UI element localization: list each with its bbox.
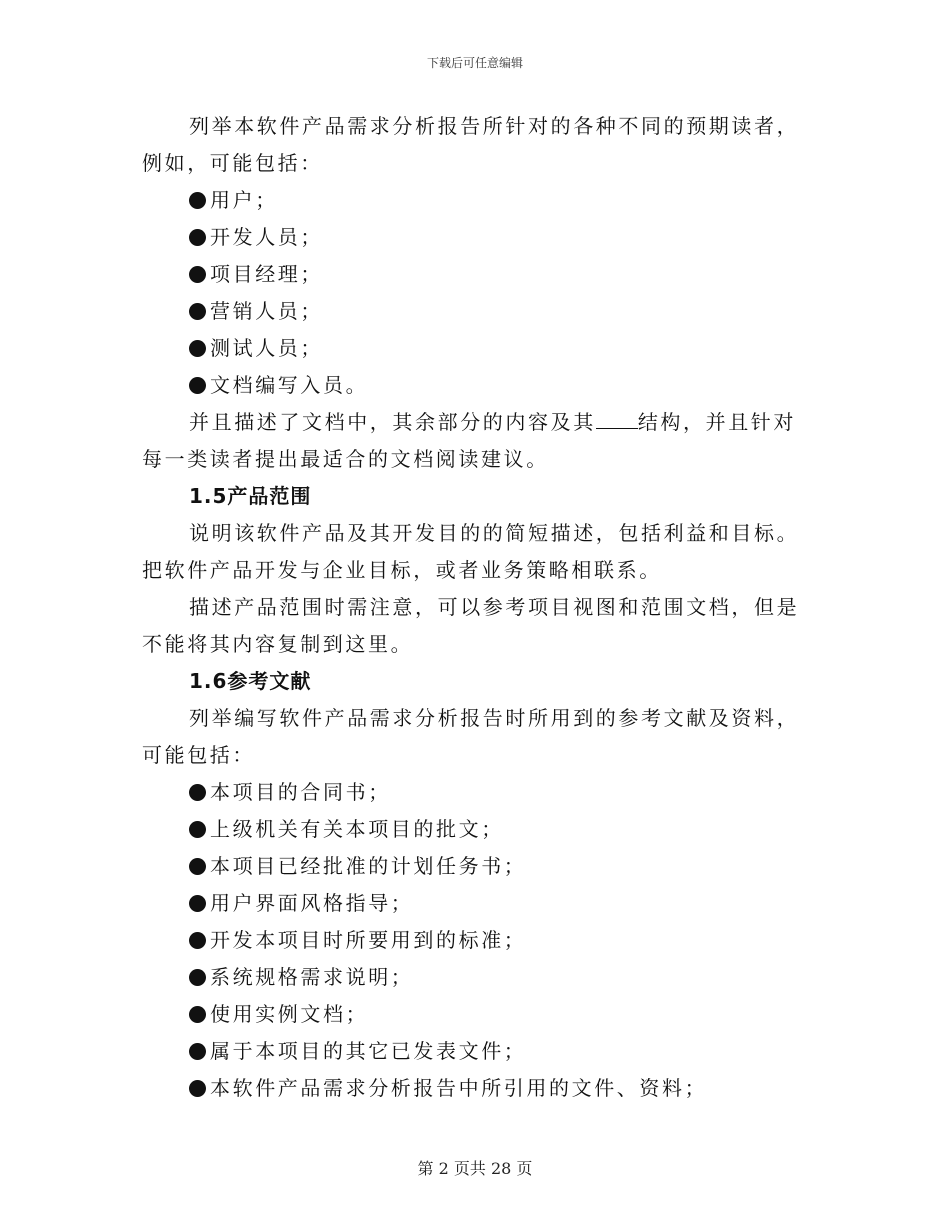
bullet-dot-icon [189,932,206,949]
bullet-dot-icon [189,377,206,394]
list-item: 文档编写入员。 [142,367,810,404]
header-note: 下载后可任意编辑 [426,56,523,70]
list-item: 用户界面风格指导； [142,885,810,922]
bullet-dot-icon [189,303,206,320]
bullet-dot-icon [189,229,206,246]
page-number: 第 2 页共 28 页 [417,1159,533,1178]
list-item: 用户； [142,182,810,219]
bullet-dot-icon [189,1080,206,1097]
section-heading-references: 1.6参考文献 [189,669,312,693]
list-item: 系统规格需求说明； [142,959,810,996]
bullet-dot-icon [189,821,206,838]
list-item: 上级机关有关本项目的批文； [142,811,810,848]
scope-paragraph-1: 说明该软件产品及其开发目的的简短描述，包括利益和目标。把软件产品开发与企业目标，或者业务策略相联系。 [142,521,800,582]
section-heading-product-scope: 1.5产品范围 [189,484,312,508]
bullet-dot-icon [189,1006,206,1023]
bullet-dot-icon [189,340,206,357]
list-item: 开发本项目时所要用到的标准； [142,922,810,959]
list-item: 属于本项目的其它已发表文件； [142,1033,810,1070]
bullet-dot-icon [189,858,206,875]
structure-paragraph: 并且描述了文档中，其余部分的内容及其 结构，并且针对每一类读者提出最适合的文档阅读建议。 [142,410,797,471]
list-item: 项目经理； [142,256,810,293]
scope-paragraph-2: 描述产品范围时需注意，可以参考项目视图和范围文档，但是不能将其内容复制到这里。 [142,595,800,656]
list-item: 本项目已经批准的计划任务书； [142,848,810,885]
list-item: 使用实例文档； [142,996,810,1033]
bullet-dot-icon [189,1043,206,1060]
list-item: 本软件产品需求分析报告中所引用的文件、资料； [142,1070,810,1107]
list-item: 营销人员； [142,293,810,330]
list-item: 测试人员； [142,330,810,367]
intro-paragraph: 列举本软件产品需求分析报告所针对的各种不同的预期读者，例如，可能包括： [142,114,800,175]
bullet-dot-icon [189,266,206,283]
bullet-dot-icon [189,192,206,209]
fill-in-blank [596,410,638,429]
references-paragraph: 列举编写软件产品需求分析报告时所用到的参考文献及资料，可能包括： [142,706,800,767]
list-item: 开发人员； [142,219,810,256]
document-body [142,108,810,1107]
bullet-dot-icon [189,895,206,912]
list-item: 本项目的合同书； [142,774,810,811]
bullet-dot-icon [189,784,206,801]
bullet-dot-icon [189,969,206,986]
